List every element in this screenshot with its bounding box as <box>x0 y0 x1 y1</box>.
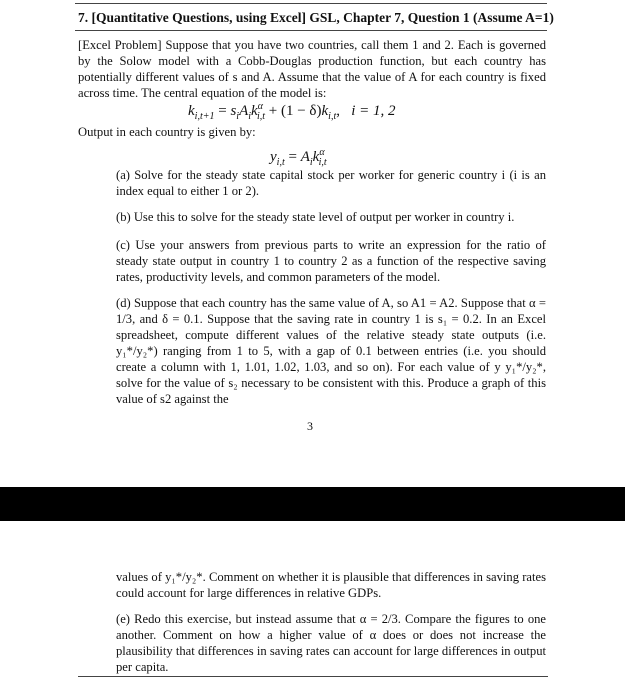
page-number: 3 <box>307 419 313 433</box>
capital-accumulation-equation: $k_{i,t+1} = s_iA_ik^\alpha_{i,t} + (1 - \delta)k_{i,t}$, i = 1, 2 <box>188 101 396 122</box>
part-e: (e) Redo this exercise, but instead assume that α = 2/3. Compare the figures to one another. Comment on how a higher value of α does or does not increase the plausibility that differences in saving rates can account for large differences in output per capita. <box>116 612 546 674</box>
page-gap <box>0 487 625 521</box>
question-title: 7. [Quantitative Questions, using Excel] GSL, Chapter 7, Question 1 (Assume A=1) <box>78 10 554 25</box>
production-function-equation: $y_{i,t} = A_ik^\alpha_{i,t}$ <box>270 147 327 168</box>
part-b: (b) Use this to solve for the steady state level of output per worker in country i. <box>116 210 515 224</box>
part-a: (a) Solve for the steady state capital stock per worker for generic country i (i is an index equal to either 1 or 2). <box>116 168 546 198</box>
bottom-rule <box>78 676 548 677</box>
part-d-continued: values of y₁*/y₂*. Comment on whether it is plausible that differences in saving rates could account for large differences in relative GDPs. <box>116 570 546 600</box>
top-rule <box>75 3 547 4</box>
part-c: (c) Use your answers from previous parts to write an expression for the ratio of steady state output in country 1 to country 2 as a function of the respective saving rates, productivity levels, and common parameters of the model. <box>116 238 546 284</box>
intro-paragraph: [Excel Problem] Suppose that you have two countries, call them 1 and 2. Each is governed by the Solow model with a Cobb-Douglas production function, but each country has potentially different values of s and A. Assume that the value of A for each country is fixed across time. The central equation of the model is: <box>78 38 546 100</box>
title-rule <box>75 30 547 31</box>
page-2 <box>0 521 625 700</box>
output-text: Output in each country is given by: <box>78 125 256 139</box>
part-d: (d) Suppose that each country has the same value of A, so A1 = A2. Suppose that α = 1/3, and δ = 0.1. Suppose that the saving rate in country 1 is s₁ = 0.2. In an Excel spreadsheet, compute different values of the relative steady state outputs (i.e. y₁*/y₂*) ranging from 1 to 5, with a gap of 0.1 between entries (i.e. you should create a column with 1, 1.01, 1.02, 1.03, and so on). For each value of y y₁*/y₂*, solve for the value of s₂ necessary to be consistent with this. Produce a graph of this value of s2 against the <box>116 296 546 406</box>
